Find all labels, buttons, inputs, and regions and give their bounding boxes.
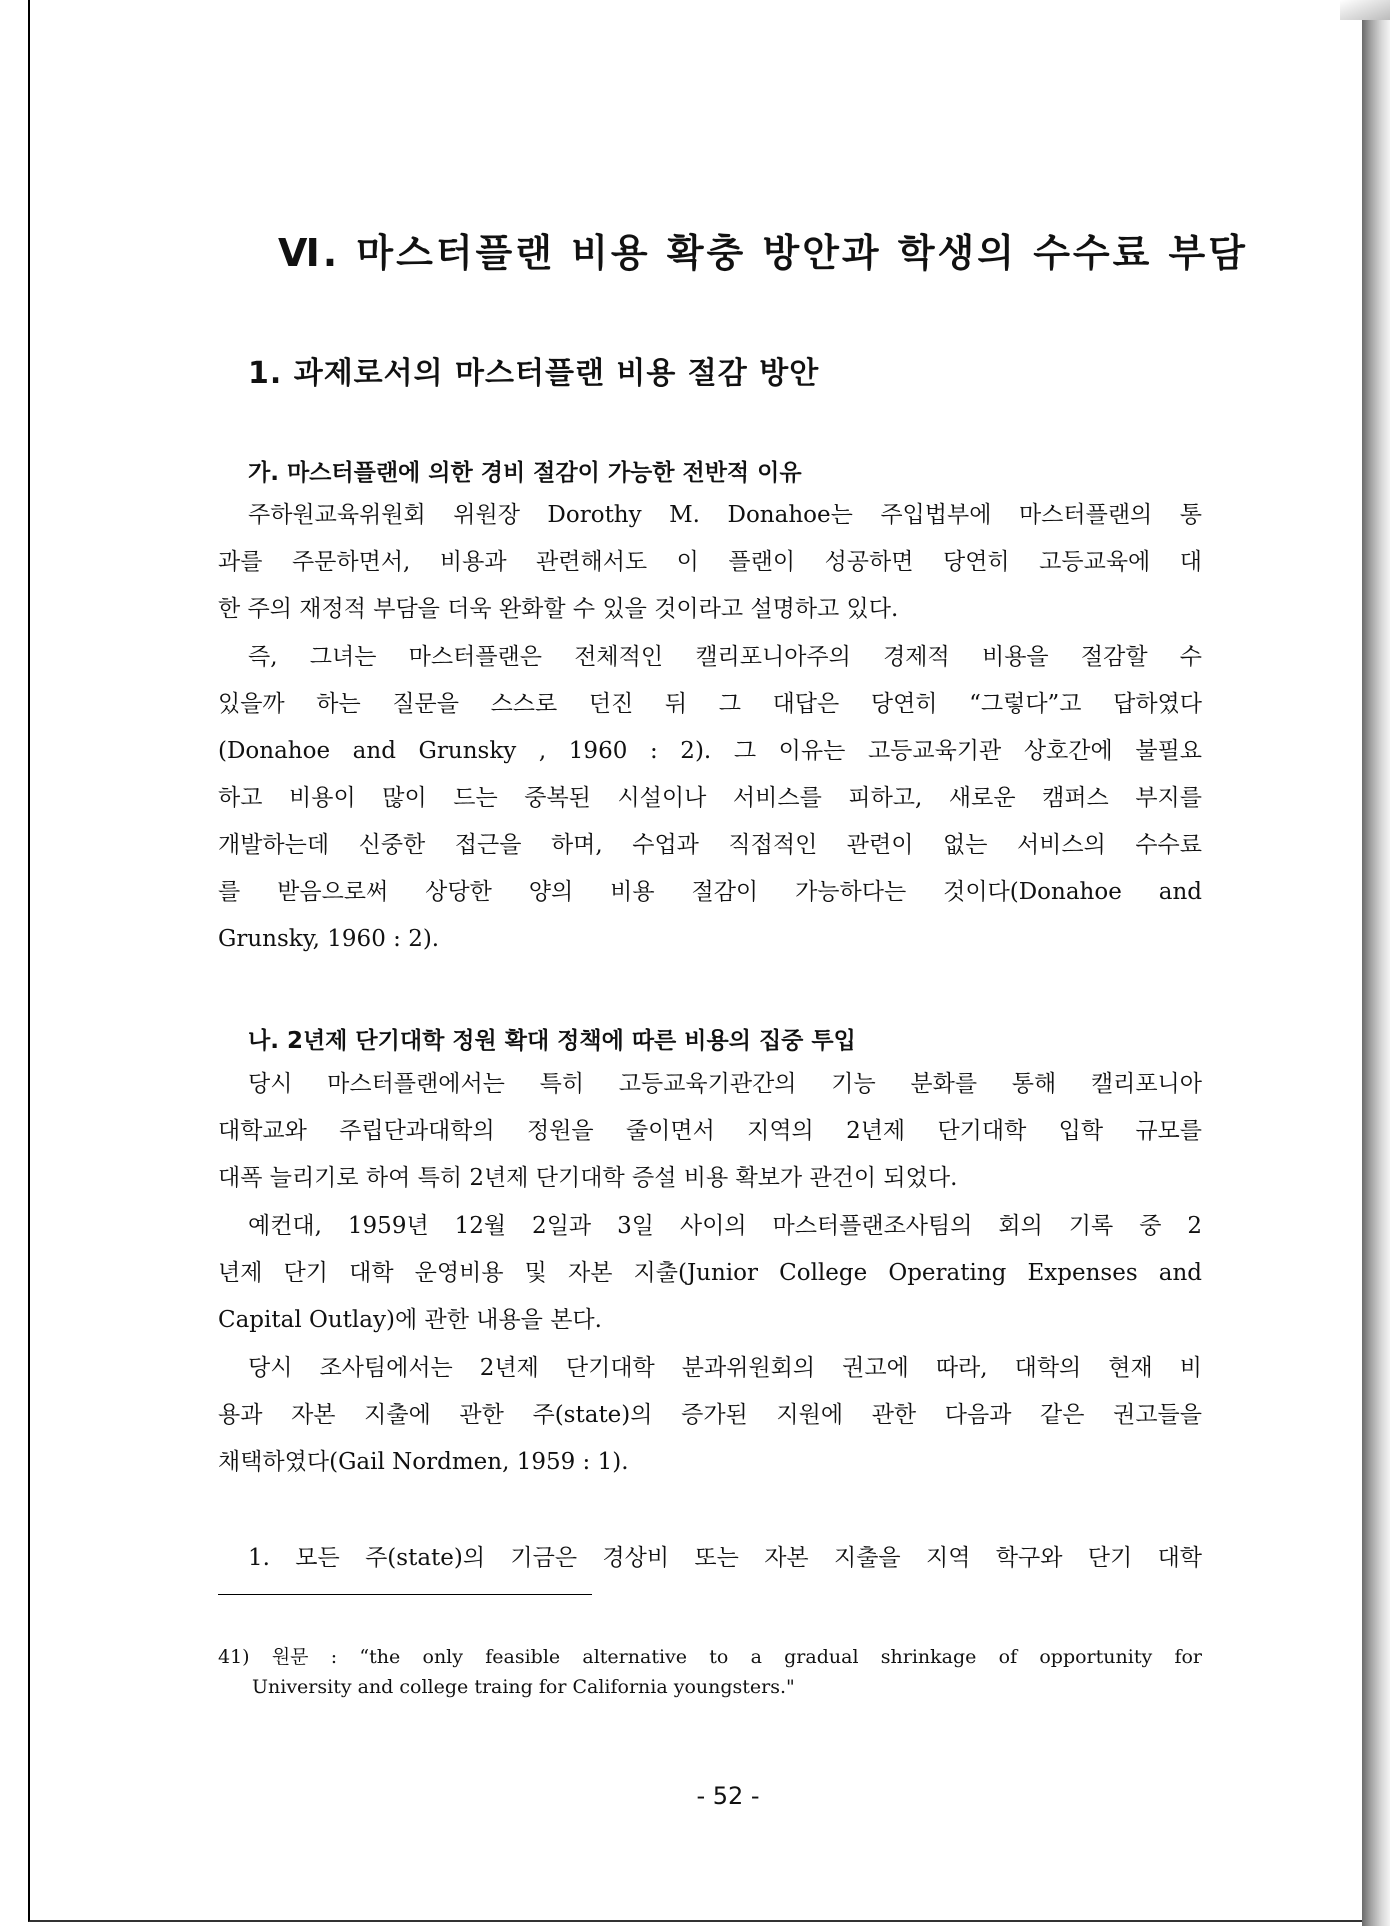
footnote xyxy=(218,1642,1202,1702)
text-line: 있을까 하는 질문을 스스로 던진 뒤 그 대답은 당연히 “그렇다”고 답하였다 xyxy=(218,691,1202,717)
subsection-b-paragraph-3 xyxy=(218,1345,1202,1486)
text-line: 하고 비용이 많이 드는 중복된 시설이나 서비스를 피하고, 새로운 캠퍼스 부지를 xyxy=(218,785,1202,811)
text-line: 1. 모든 주(state)의 기금은 경상비 또는 자본 지출을 지역 학구와 단기 대학 xyxy=(248,1545,1202,1571)
text-line: 예컨대, 1959년 12월 2일과 3일 사이의 마스터플랜조사팀의 회의 기록 중 2 xyxy=(248,1213,1202,1239)
text-line: 즉, 그녀는 마스터플랜은 전체적인 캘리포니아주의 경제적 비용을 절감할 수 xyxy=(248,644,1202,670)
subsection-b-paragraph-1 xyxy=(218,1061,1202,1202)
text-line: 용과 자본 지출에 관한 주(state)의 증가된 지원에 관한 다음과 같은 권고들을 xyxy=(218,1402,1202,1428)
subsection-b-paragraph-2 xyxy=(218,1203,1202,1344)
text-line: 개발하는데 신중한 접근을 하며, 수업과 직접적인 관련이 없는 서비스의 수수료 xyxy=(218,832,1202,858)
text-line: (Donahoe and Grunsky , 1960 : 2). 그 이유는 고등교육기관 상호간에 불필요 xyxy=(218,738,1202,764)
page-corner xyxy=(1340,0,1390,20)
text-line: 주하원교육위원회 위원장 Dorothy M. Donahoe는 주입법부에 마스터플랜의 통 xyxy=(248,502,1202,528)
text-line: 대학교와 주립단과대학의 정원을 줄이면서 지역의 2년제 단기대학 입학 규모를 xyxy=(218,1118,1202,1144)
footnote-divider xyxy=(218,1594,592,1595)
text-line: 대폭 늘리기로 하여 특히 2년제 단기대학 증설 비용 확보가 관건이 되었다. xyxy=(218,1165,958,1191)
page-shadow xyxy=(1362,0,1390,1926)
text-line: 채택하였다(Gail Nordmen, 1959 : 1). xyxy=(218,1449,629,1475)
subsection-a-title: 가. 마스터플랜에 의한 경비 절감이 가능한 전반적 이유 xyxy=(248,460,802,486)
text-line: 년제 단기 대학 운영비용 및 자본 지출(Junior College Operating Expenses and xyxy=(218,1260,1202,1286)
subsection-a-paragraph-1 xyxy=(218,492,1202,633)
text-line: 당시 마스터플랜에서는 특히 고등교육기관간의 기능 분화를 통해 캘리포니아 xyxy=(248,1071,1202,1097)
text-line: 를 받음으로써 상당한 양의 비용 절감이 가능하다는 것이다(Donahoe and xyxy=(218,879,1202,905)
text-line: Grunsky, 1960 : 2). xyxy=(218,926,440,952)
subsection-b-title: 나. 2년제 단기대학 정원 확대 정책에 따른 비용의 집중 투입 xyxy=(248,1028,856,1054)
chapter-title: Ⅵ. 마스터플랜 비용 확충 방안과 학생의 수수료 부담 xyxy=(278,231,1248,275)
section-title: 1. 과제로서의 마스터플랜 비용 절감 방안 xyxy=(248,356,820,391)
footnote-line: 41) 원문 : “the only feasible alternative to a gradual shrinkage of opportunity for xyxy=(218,1646,1202,1668)
subsection-a-paragraph-2 xyxy=(218,634,1202,963)
text-line: 당시 조사팀에서는 2년제 단기대학 분과위원회의 권고에 따라, 대학의 현재 비 xyxy=(248,1355,1202,1381)
text-line: 한 주의 재정적 부담을 더욱 완화할 수 있을 것이라고 설명하고 있다. xyxy=(218,596,899,622)
page-number: - 52 - xyxy=(696,1782,760,1810)
text-line: Capital Outlay)에 관한 내용을 본다. xyxy=(218,1307,602,1333)
text-line: 과를 주문하면서, 비용과 관련해서도 이 플랜이 성공하면 당연히 고등교육에 대 xyxy=(218,549,1202,575)
list-item-1 xyxy=(218,1535,1202,1582)
footnote-line: University and college traing for California youngsters." xyxy=(252,1676,795,1698)
